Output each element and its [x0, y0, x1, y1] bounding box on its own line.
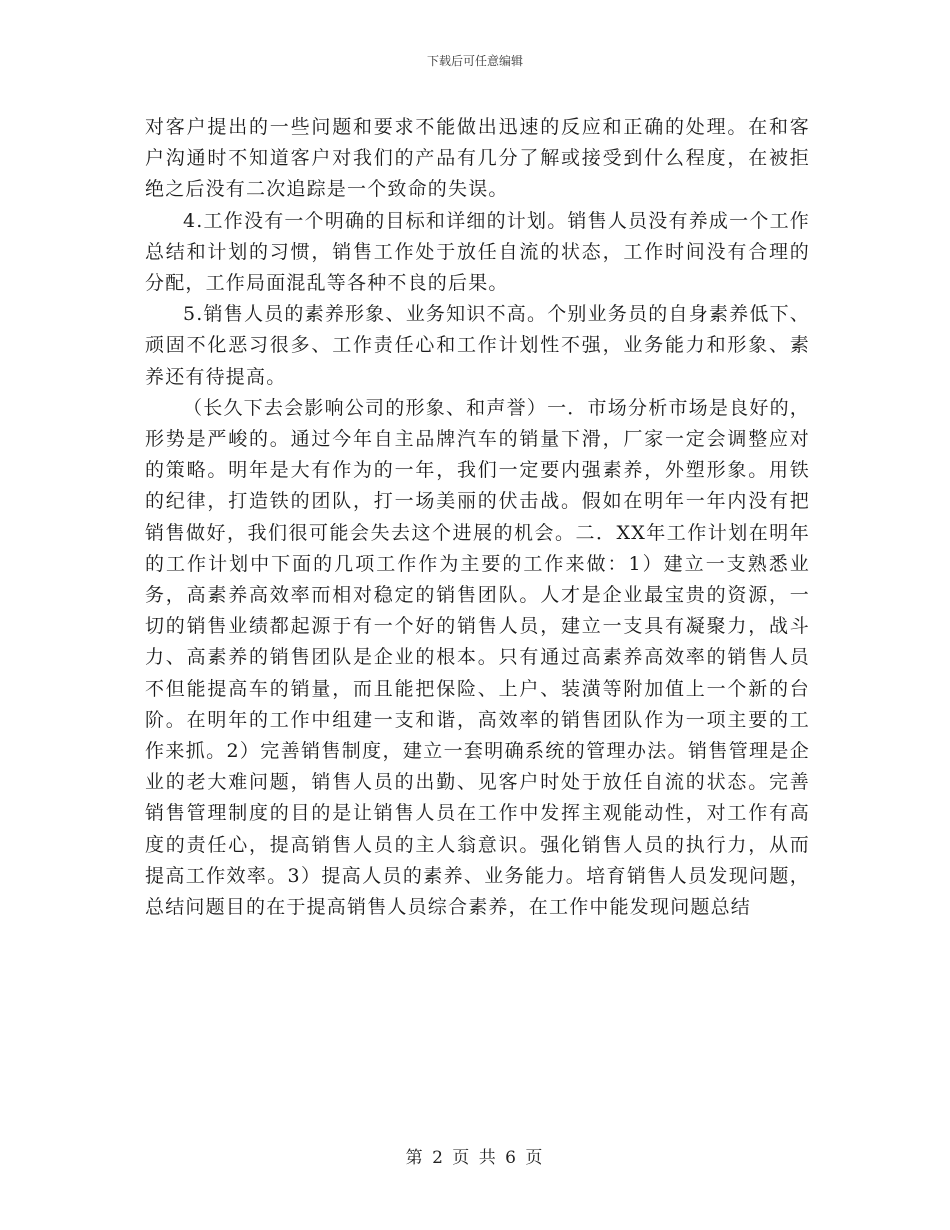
page-header: 下载后可任意编辑	[426, 54, 523, 68]
document-body	[145, 112, 810, 923]
page-number-footer: 第 2 页 共 6 页	[405, 1148, 545, 1168]
paragraph-item-4: 4.工作没有一个明确的目标和详细的计划。销售人员没有养成一个工作总结和计划的习惯，销售工作处于放任自流的状态，工作时间没有合理的分配，工作局面混乱等各种不良的后果。	[145, 209, 810, 295]
paragraph-item-5: 5.销售人员的素养形象、业务知识不高。个别业务员的自身素养低下、顽固不化恶习很多、工作责任心和工作计划性不强，业务能力和形象、素养还有待提高。	[145, 303, 810, 388]
paragraph-market-analysis: （长久下去会影响公司的形象、和声誉）一．市场分析市场是良好的，形势是严峻的。通过今年自主品牌汽车的销量下滑，厂家一定会调整应对的策略。明年是大有作为的一年，我们一定要内强素养，外塑形象。用铁的纪律，打造铁的团队，打一场美丽的伏击战。假如在明年一年内没有把销售做好，我们很可能会失去这个进展的机会。二．XX年工作计划在明年的工作计划中下面的几项工作作为主要的工作来做：1）建立一支熟悉业务，高素养高效率而相对稳定的销售团队。人才是企业最宝贵的资源，一切的销售业绩都起源于有一个好的销售人员，建立一支具有凝聚力，战斗力、高素养的销售团队是企业的根本。只有通过高素养高效率的销售人员不但能提高车的销量，而且能把保险、上户、装潢等附加值上一个新的台阶。在明年的工作中组建一支和谐，高效率的销售团队作为一项主要的工作来抓。2）完善销售制度，建立一套明确系统的管理办法。销售管理是企业的老大难问题，销售人员的出勤、见客户时处于放任自流的状态。完善销售管理制度的目的是让销售人员在工作中发挥主观能动性，对工作有高度的责任心，提高销售人员的主人翁意识。强化销售人员的执行力，从而提高工作效率。3）提高人员的素养、业务能力。培育销售人员发现问题，总结问题目的在于提高销售人员综合素养，在工作中能发现问题总结	[145, 396, 810, 919]
paragraph-continued: 对客户提出的一些问题和要求不能做出迅速的反应和正确的处理。在和客户沟通时不知道客户对我们的产品有几分了解或接受到什么程度，在被拒绝之后没有二次追踪是一个致命的失误。	[145, 116, 810, 201]
